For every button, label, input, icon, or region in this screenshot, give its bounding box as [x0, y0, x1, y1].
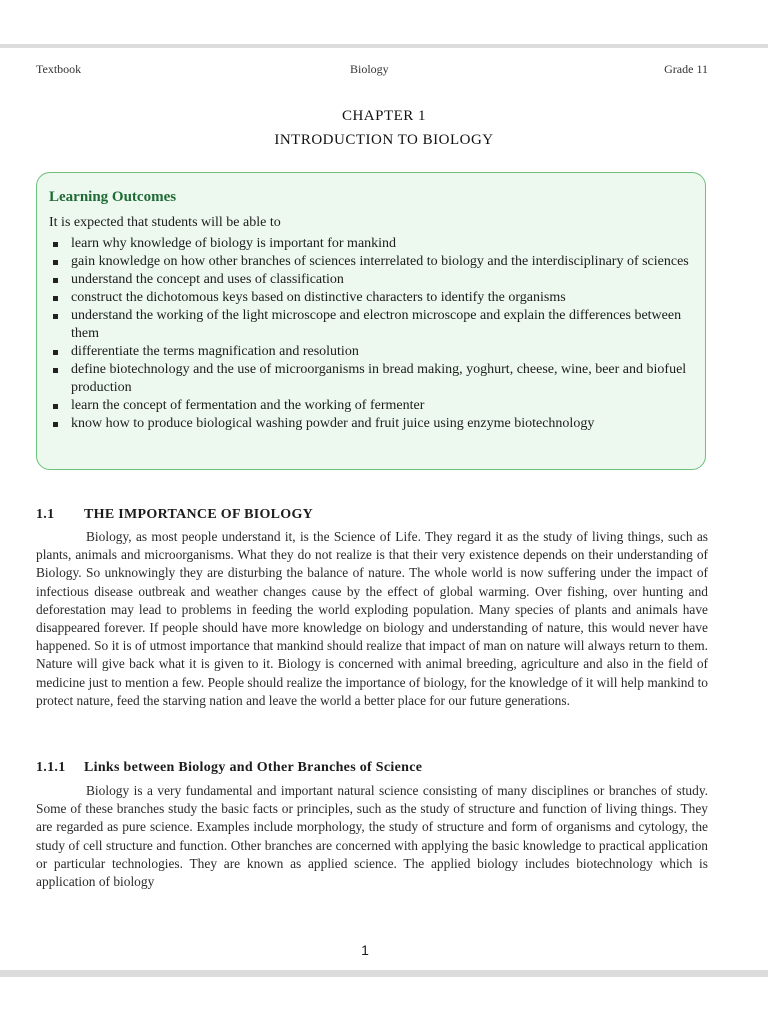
subsection-heading	[36, 760, 422, 776]
page-number: 1	[361, 942, 369, 958]
learning-outcomes-intro: It is expected that students will be able to	[49, 215, 281, 230]
subsection-title: Links between Biology and Other Branches of Science	[84, 760, 423, 775]
running-head-right: Grade 11	[664, 62, 708, 76]
outcome-item: learn why knowledge of biology is important for mankind	[49, 235, 704, 253]
top-margin	[0, 0, 768, 48]
learning-outcomes-list	[49, 235, 704, 433]
section-title: THE IMPORTANCE OF BIOLOGY	[84, 507, 314, 522]
outcome-item: understand the working of the light microscope and electron microscope and explain the differences between them	[49, 307, 704, 343]
outcome-item: differentiate the terms magnification and resolution	[49, 343, 704, 361]
section-number: 1.1	[36, 507, 55, 522]
outcome-item: define biotechnology and the use of microorganisms in bread making, yoghurt, cheese, wine, beer and biofuel production	[49, 361, 704, 397]
subsection-paragraph: Biology is a very fundamental and important natural science consisting of many disciplines or branches of study. Some of these branches study the basic facts or principles, such as the study of structure and function of living things. They are regarded as pure science. Examples include morphology, the study of structure and form of organisms and cytology, the study of cell structure and function. Other branches are concerned with applying the basic knowledge to practical application or particular technologies. They are known as applied science. The applied biology includes biotechnology which is application of biology	[36, 783, 708, 890]
outcome-item: understand the concept and uses of classification	[49, 271, 704, 289]
bottom-margin	[0, 977, 768, 1024]
outcome-item: know how to produce biological washing powder and fruit juice using enzyme biotechnology	[49, 415, 704, 433]
section-paragraph: Biology, as most people understand it, is the Science of Life. They regard it as the study of living things, such as plants, animals and microorganisms. What they do not realize is that their very existence depends on their understanding of Biology. So unknowingly they are disturbing the balance of nature. The whole world is now suffering under the impact of infectious disease outbreak and weather changes cause by the effect of global warming. Over fishing, over hunting and deforestation may lead to problems in feeding the world exploding population. Many species of plants and animals have disappeared forever. If people should have more knowledge on biology and understanding of nature, this would never have happened. So it is of utmost importance that mankind should realize that impact of man on nature will always return to them. Nature will give back what it is given to it. Biology is concerned with animal breeding, agriculture and also in the field of medicine just to mention a few. People should realize the importance of biology, for the knowledge of it will help mankind to protect nature, feed the starving nation and leave the world a better place for our future generations.	[36, 529, 708, 708]
chapter-title: INTRODUCTION TO BIOLOGY	[274, 132, 494, 148]
learning-outcomes-title: Learning Outcomes	[49, 189, 177, 205]
chapter-number: CHAPTER 1	[341, 108, 427, 124]
outcome-item: gain knowledge on how other branches of sciences interrelated to biology and the interdisciplinary of sciences	[49, 253, 704, 271]
outcome-item: learn the concept of fermentation and the working of fermenter	[49, 397, 704, 415]
page-bottom-border	[0, 970, 768, 977]
outcome-item: construct the dichotomous keys based on distinctive characters to identify the organisms	[49, 289, 704, 307]
subsection-number: 1.1.1	[36, 760, 66, 775]
page-top-border	[0, 44, 768, 48]
running-head-center: Biology	[350, 62, 389, 76]
learning-outcomes-box	[36, 172, 706, 470]
section-heading	[36, 507, 313, 523]
running-head-left: Textbook	[36, 62, 82, 76]
